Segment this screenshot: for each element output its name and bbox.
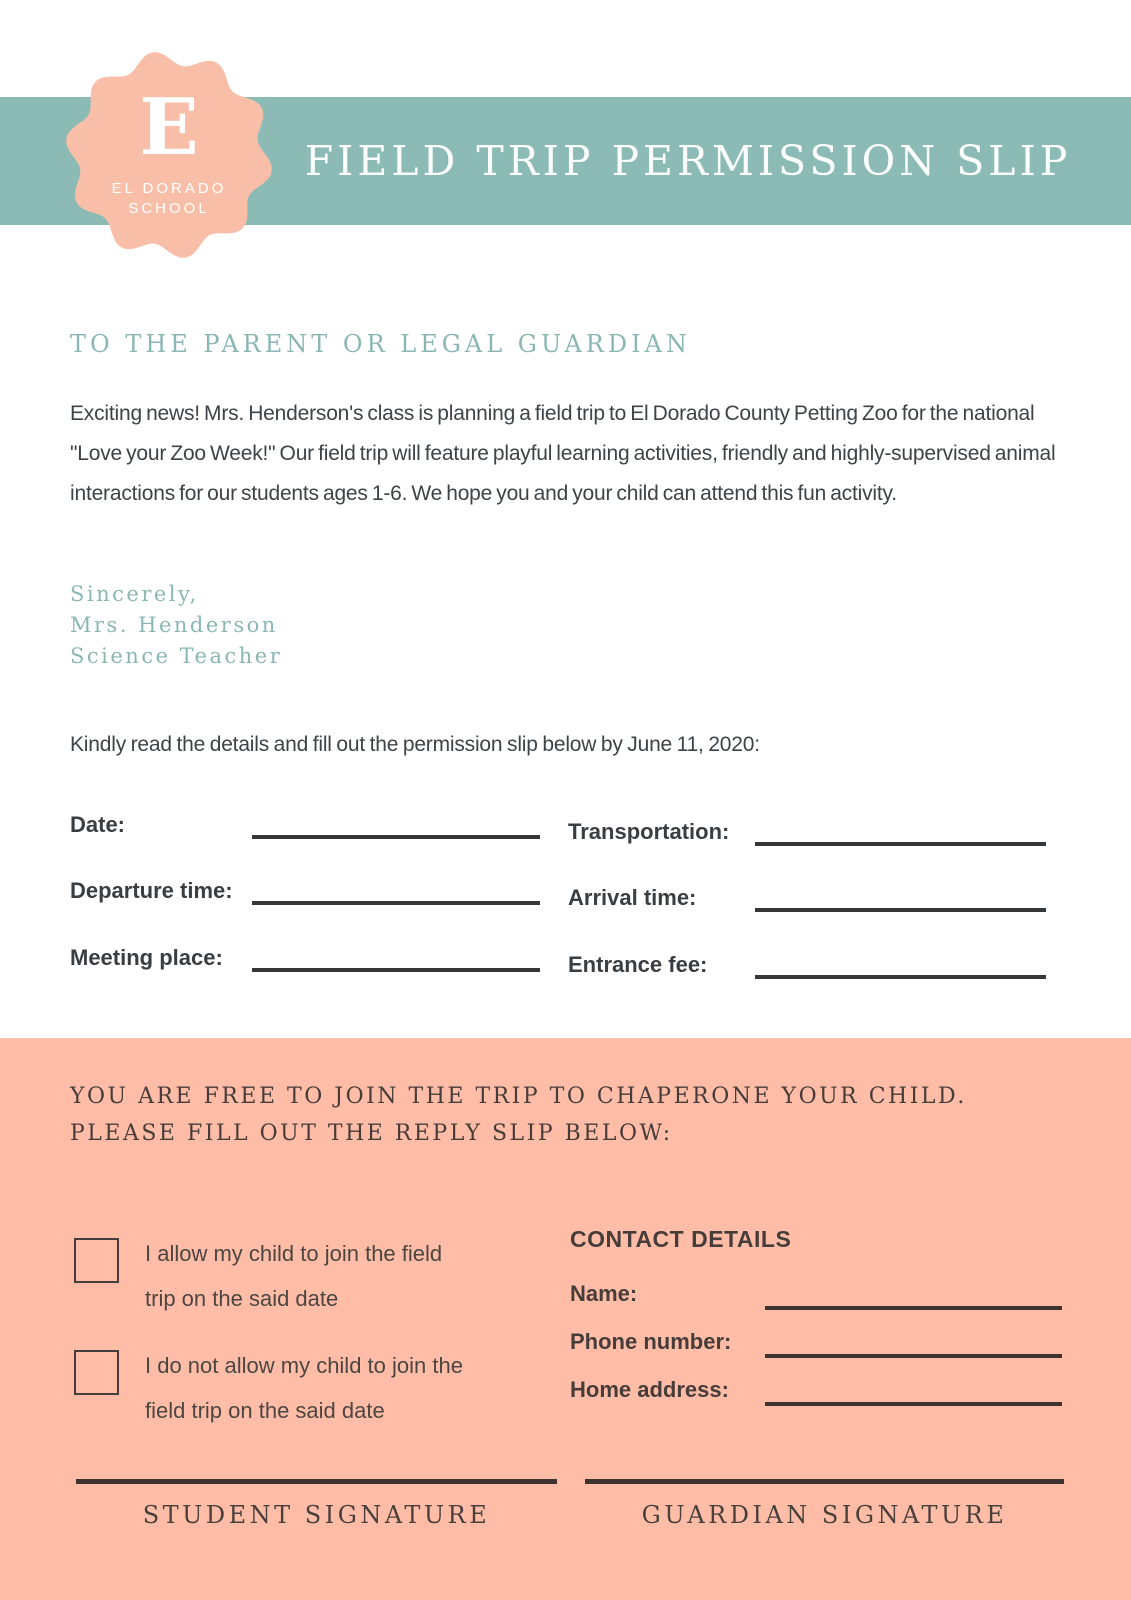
name-row bbox=[570, 1281, 1062, 1311]
date-blank-line[interactable] bbox=[252, 835, 540, 839]
arrival-time-row bbox=[568, 885, 1046, 915]
phone-number-blank-line[interactable] bbox=[765, 1354, 1062, 1358]
student-signature-line[interactable] bbox=[76, 1479, 557, 1484]
student-signature-label: STUDENT SIGNATURE bbox=[142, 1501, 491, 1529]
school-name-line1: EL DORADO bbox=[111, 180, 227, 198]
guardian-signature-line[interactable] bbox=[585, 1479, 1064, 1484]
disallow-option bbox=[74, 1343, 463, 1433]
letter-closing bbox=[70, 579, 282, 672]
teacher-title: Science Teacher bbox=[70, 644, 283, 668]
contact-details-heading: CONTACT DETAILS bbox=[570, 1226, 792, 1252]
phone-number-row bbox=[570, 1329, 1062, 1359]
allow-option-label bbox=[145, 1231, 442, 1321]
guardian-signature-label: GUARDIAN SIGNATURE bbox=[641, 1501, 1008, 1529]
home-address-label: Home address: bbox=[570, 1377, 729, 1402]
school-badge bbox=[63, 49, 275, 261]
salutation-heading: TO THE PARENT OR LEGAL GUARDIAN bbox=[70, 330, 691, 358]
letter-body: Exciting news! Mrs. Henderson's class is planning a field trip to El Dorado County Petting Zoo for the national "Love your Zoo Week!" Our field trip will feature playful learning activities, friendly and highly-supervised animal interactions for our students ages 1-6. We hope you and your child can attend this fun activity. bbox=[70, 402, 1056, 505]
date-label: Date: bbox=[70, 812, 126, 837]
reply-slip-heading bbox=[70, 1078, 967, 1152]
transportation-row bbox=[568, 819, 1046, 849]
entrance-fee-row bbox=[568, 952, 1046, 982]
school-name-line2: SCHOOL bbox=[128, 200, 210, 218]
disallow-option-label bbox=[145, 1343, 463, 1433]
departure-time-row bbox=[70, 878, 540, 908]
transportation-blank-line[interactable] bbox=[755, 842, 1046, 846]
allow-option bbox=[74, 1231, 442, 1321]
instruction-line: Kindly read the details and fill out the permission slip below by June 11, 2020: bbox=[70, 733, 760, 756]
phone-number-label: Phone number: bbox=[570, 1329, 732, 1354]
arrival-time-blank-line[interactable] bbox=[755, 908, 1046, 912]
arrival-time-label: Arrival time: bbox=[568, 885, 697, 910]
reply-heading-line2: PLEASE FILL OUT THE REPLY SLIP BELOW: bbox=[70, 1121, 673, 1146]
transportation-label: Transportation: bbox=[568, 819, 730, 844]
date-row bbox=[70, 812, 540, 842]
home-address-blank-line[interactable] bbox=[765, 1402, 1062, 1406]
home-address-row bbox=[570, 1377, 1062, 1407]
entrance-fee-blank-line[interactable] bbox=[755, 975, 1046, 979]
student-signature-block bbox=[76, 1479, 557, 1529]
name-label: Name: bbox=[570, 1281, 638, 1306]
reply-slip-section bbox=[0, 1038, 1131, 1600]
disallow-checkbox[interactable] bbox=[74, 1350, 119, 1395]
departure-time-blank-line[interactable] bbox=[252, 901, 540, 905]
meeting-place-label: Meeting place: bbox=[70, 945, 223, 970]
meeting-place-row bbox=[70, 945, 540, 975]
teacher-name: Mrs. Henderson bbox=[70, 613, 278, 637]
disallow-label-line1: I do not allow my child to join the bbox=[145, 1353, 463, 1378]
guardian-signature-block bbox=[585, 1479, 1064, 1529]
school-badge-content bbox=[63, 49, 275, 261]
reply-heading-line1: YOU ARE FREE TO JOIN THE TRIP TO CHAPERONE YOUR CHILD. bbox=[70, 1084, 967, 1109]
allow-label-line1: I allow my child to join the field bbox=[145, 1241, 443, 1266]
allow-checkbox[interactable] bbox=[74, 1238, 119, 1283]
allow-label-line2: trip on the said date bbox=[145, 1286, 339, 1311]
name-blank-line[interactable] bbox=[765, 1306, 1062, 1310]
school-initial: E bbox=[139, 81, 199, 173]
closing-word: Sincerely, bbox=[70, 582, 199, 606]
page-title: FIELD TRIP PERMISSION SLIP bbox=[304, 137, 1072, 185]
meeting-place-blank-line[interactable] bbox=[252, 968, 540, 972]
entrance-fee-label: Entrance fee: bbox=[568, 952, 708, 977]
departure-time-label: Departure time: bbox=[70, 878, 233, 903]
disallow-label-line2: field trip on the said date bbox=[145, 1398, 385, 1423]
